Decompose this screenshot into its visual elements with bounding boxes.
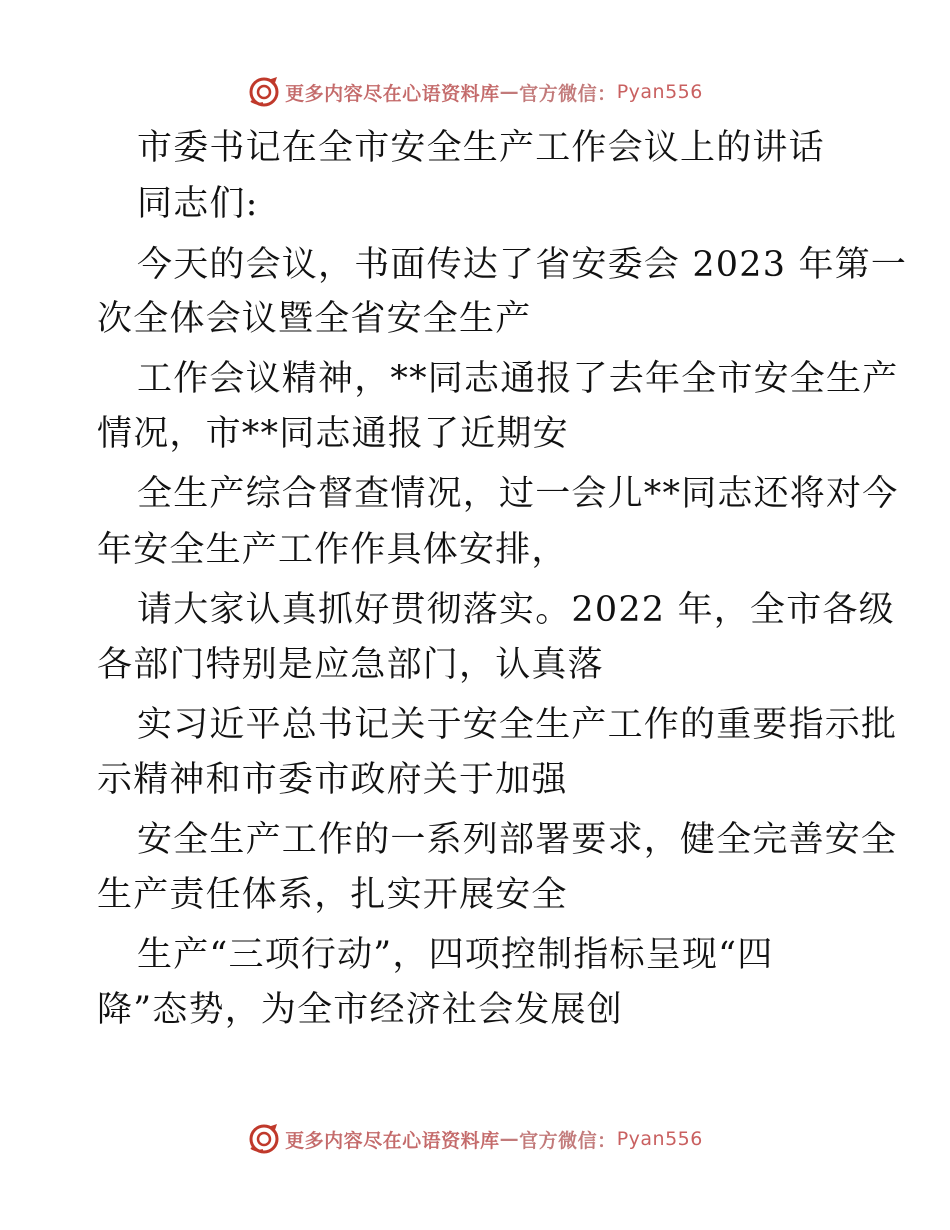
- paragraph-line: 实习近平总书记关于安全生产工作的重要指示批: [137, 705, 898, 745]
- watermark-separator: —: [499, 81, 520, 103]
- paragraph-line: 次全体会议暨全省安全生产: [97, 299, 532, 339]
- watermark-official-label: 官方微信：: [519, 1129, 617, 1152]
- paragraph-line: 生产“三项行动”，四项控制指标呈现“四: [137, 935, 774, 975]
- watermark-wechat-id: Pyan556: [616, 1128, 703, 1150]
- paragraph-line: 工作会议精神，**同志通报了去年全市安全生产: [137, 359, 899, 399]
- paragraph-line: 各部门特别是应急部门，认真落: [97, 645, 604, 685]
- paragraph-line: 生产责任体系，扎实开展安全: [97, 875, 568, 915]
- pen-logo-icon: [247, 75, 281, 109]
- paragraph-line: 安全生产工作的一系列部署要求，健全完善安全: [137, 820, 898, 860]
- header-watermark: [0, 72, 950, 112]
- paragraph-line: 降”态势，为全市经济社会发展创: [97, 990, 623, 1030]
- watermark-main-text: 更多内容尽在心语资料库: [285, 1129, 500, 1152]
- watermark-wechat-id: Pyan556: [616, 81, 703, 103]
- salutation: 同志们:: [137, 184, 259, 224]
- watermark-separator: —: [499, 1128, 520, 1150]
- paragraph-line: 今天的会议，书面传达了省安委会 2023 年第一: [137, 245, 908, 285]
- paragraph-line: 示精神和市委市政府关于加强: [97, 760, 568, 800]
- paragraph-line: 情况，市**同志通报了近期安: [97, 414, 569, 454]
- watermark-official-label: 官方微信：: [519, 82, 617, 105]
- paragraph-line: 请大家认真抓好贯彻落实。2022 年，全市各级: [137, 590, 895, 630]
- document-title: 市委书记在全市安全生产工作会议上的讲话: [137, 128, 825, 168]
- watermark-main-text: 更多内容尽在心语资料库: [285, 82, 500, 105]
- paragraph-line: 年安全生产工作作具体安排，: [97, 530, 568, 570]
- footer-watermark: [0, 1119, 950, 1159]
- paragraph-line: 全生产综合督查情况，过一会儿**同志还将对今: [137, 474, 899, 514]
- pen-logo-icon: [247, 1122, 281, 1156]
